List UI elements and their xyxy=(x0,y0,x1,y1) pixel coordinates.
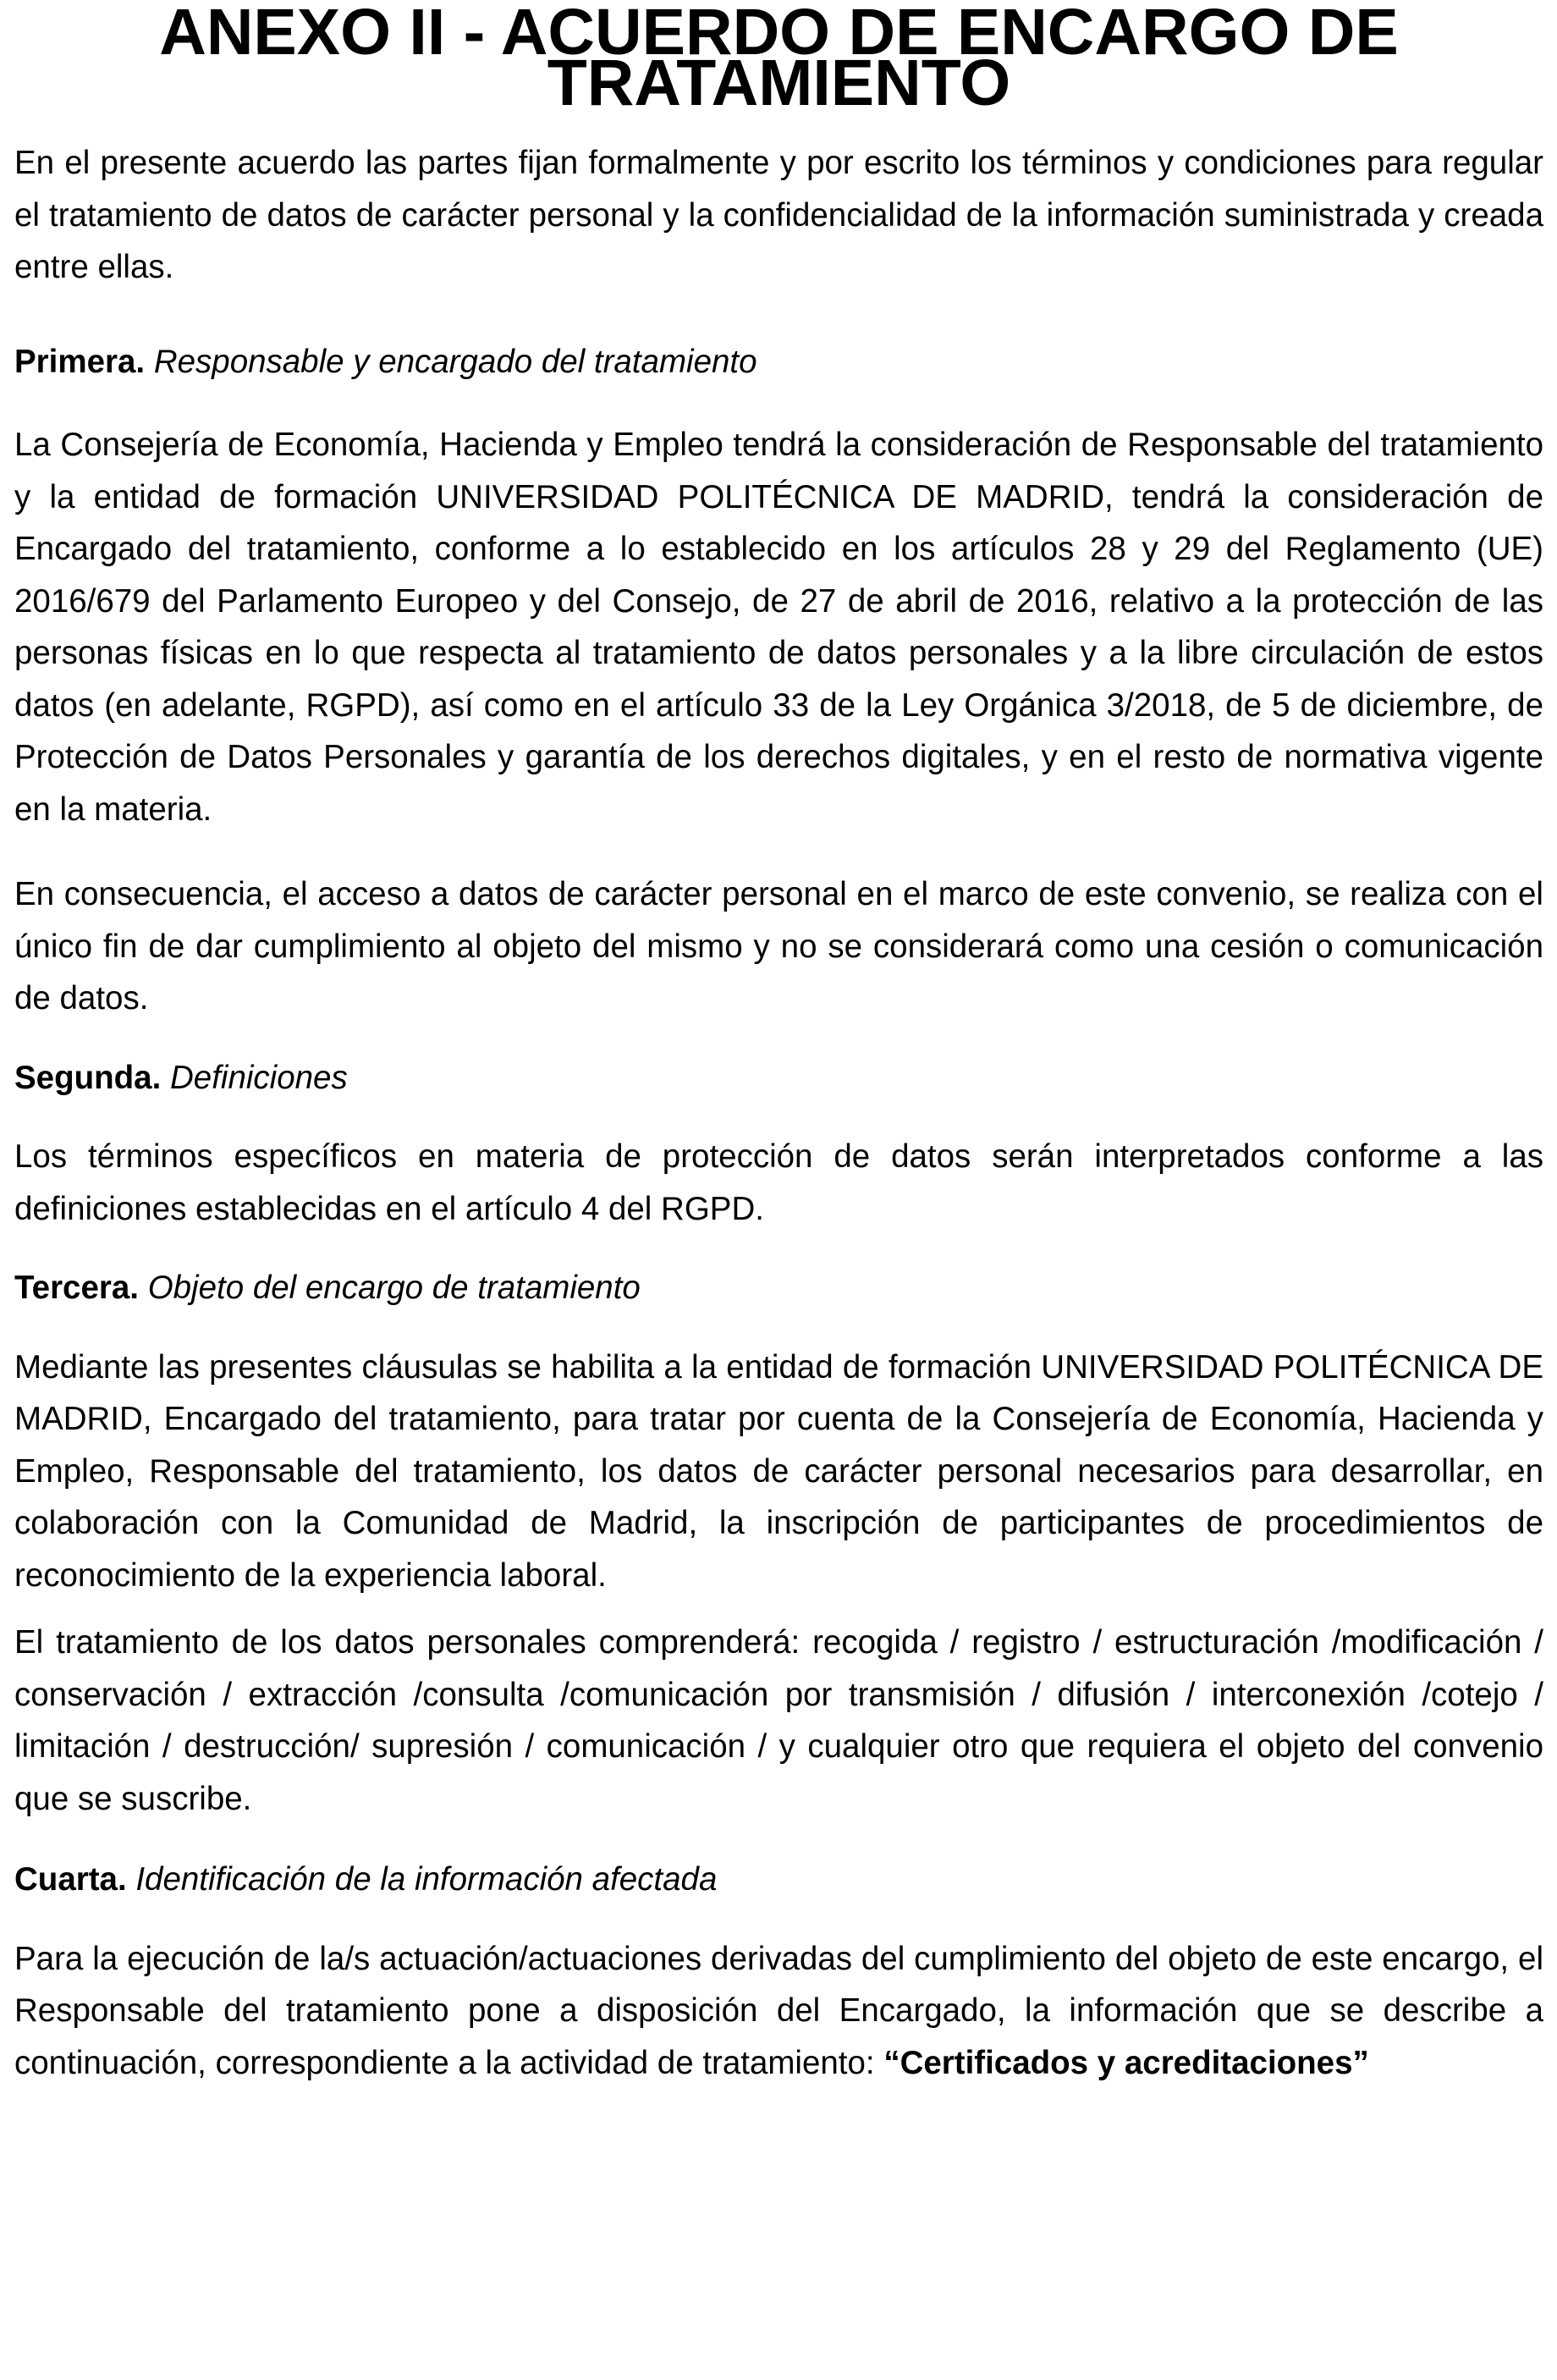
tercera-paragraph-1: Mediante las presentes cláusulas se habilita a la entidad de formación UNIVERSIDAD POLITÉCNICA DE MADRID, Encargado del tratamiento, para tratar por cuenta de la Consejería de Economía, Hacienda y Empleo, Responsable del tratamiento, los datos de carácter personal necesarios para desarrollar, en colaboración con la Comunidad de Madrid, la inscripción de participantes de procedimientos de reconocimiento de la experiencia laboral. xyxy=(14,1348,1543,1594)
section-number: Segunda. xyxy=(14,1059,162,1096)
section-title: Responsable y encargado del tratamiento xyxy=(153,343,757,380)
section-heading-primera xyxy=(14,336,1543,388)
tercera-paragraph-2: El tratamiento de los datos personales comprenderá: recogida / registro / estructuración /modificación / conservación / extracción /consulta /comunicación por transmisión / difusión / interconexión /cotejo / limitación / destrucción/ supresión / comunicación / y cualquier otro que requiera el objeto del convenio que se suscribe. xyxy=(14,1624,1543,1817)
primera-paragraph-1: La Consejería de Economía, Hacienda y Empleo tendrá la consideración de Responsable del tratamiento y la entidad de formación UNIVERSIDAD POLITÉCNICA DE MADRID, tendrá la consideración de Encargado del tratamiento, conforme a lo establecido en los artículos 28 y 29 del Reglamento (UE) 2016/679 del Parlamento Europeo y del Consejo, de 27 de abril de 2016, relativo a la protección de las personas físicas en lo que respecta al tratamiento de datos personales y a la libre circulación de estos datos (en adelante, RGPD), así como en el artículo 33 de la Ley Orgánica 3/2018, de 5 de diciembre, de Protección de Datos Personales y garantía de los derechos digitales, y en el resto de normativa vigente en la materia. xyxy=(14,427,1543,828)
section-title: Identificación de la información afectada xyxy=(135,1861,718,1898)
document-page xyxy=(14,0,1543,2089)
section-number: Tercera. xyxy=(14,1270,139,1306)
cuarta-paragraph-1 xyxy=(14,1933,1543,2090)
section-number: Cuarta. xyxy=(14,1861,127,1898)
activity-name: “Certificados y acreditaciones” xyxy=(883,2044,1369,2081)
intro-paragraph: En el presente acuerdo las partes fijan formalmente y por escrito los términos y condiciones para regular el tratamiento de datos de carácter personal y la confidencialidad de la información suministrada y creada entre ellas. xyxy=(14,145,1543,285)
section-number: Primera. xyxy=(14,343,146,380)
section-heading-segunda xyxy=(14,1052,1543,1105)
section-title: Definiciones xyxy=(169,1059,348,1096)
section-title: Objeto del encargo de tratamiento xyxy=(147,1270,641,1306)
primera-paragraph-2: En consecuencia, el acceso a datos de carácter personal en el marco de este convenio, se realiza con el único fin de dar cumplimiento al objeto del mismo y no se considerará como una cesión o comunicación de datos. xyxy=(14,876,1543,1016)
document-title: ANEXO II - ACUERDO DE ENCARGO DE TRATAMIENTO xyxy=(159,0,1399,119)
segunda-paragraph-1: Los términos específicos en materia de protección de datos serán interpretados conforme a las definiciones establecidas en el artículo 4 del RGPD. xyxy=(14,1138,1543,1227)
cuarta-paragraph-text: Para la ejecución de la/s actuación/actuaciones derivadas del cumplimiento del objeto de este encargo, el Responsable del tratamiento pone a disposición del Encargado, la información que se describe a continuación, correspondiente a la actividad de tratamiento: xyxy=(14,1940,1543,2081)
section-heading-tercera xyxy=(14,1262,1543,1314)
section-heading-cuarta xyxy=(14,1854,1543,1906)
